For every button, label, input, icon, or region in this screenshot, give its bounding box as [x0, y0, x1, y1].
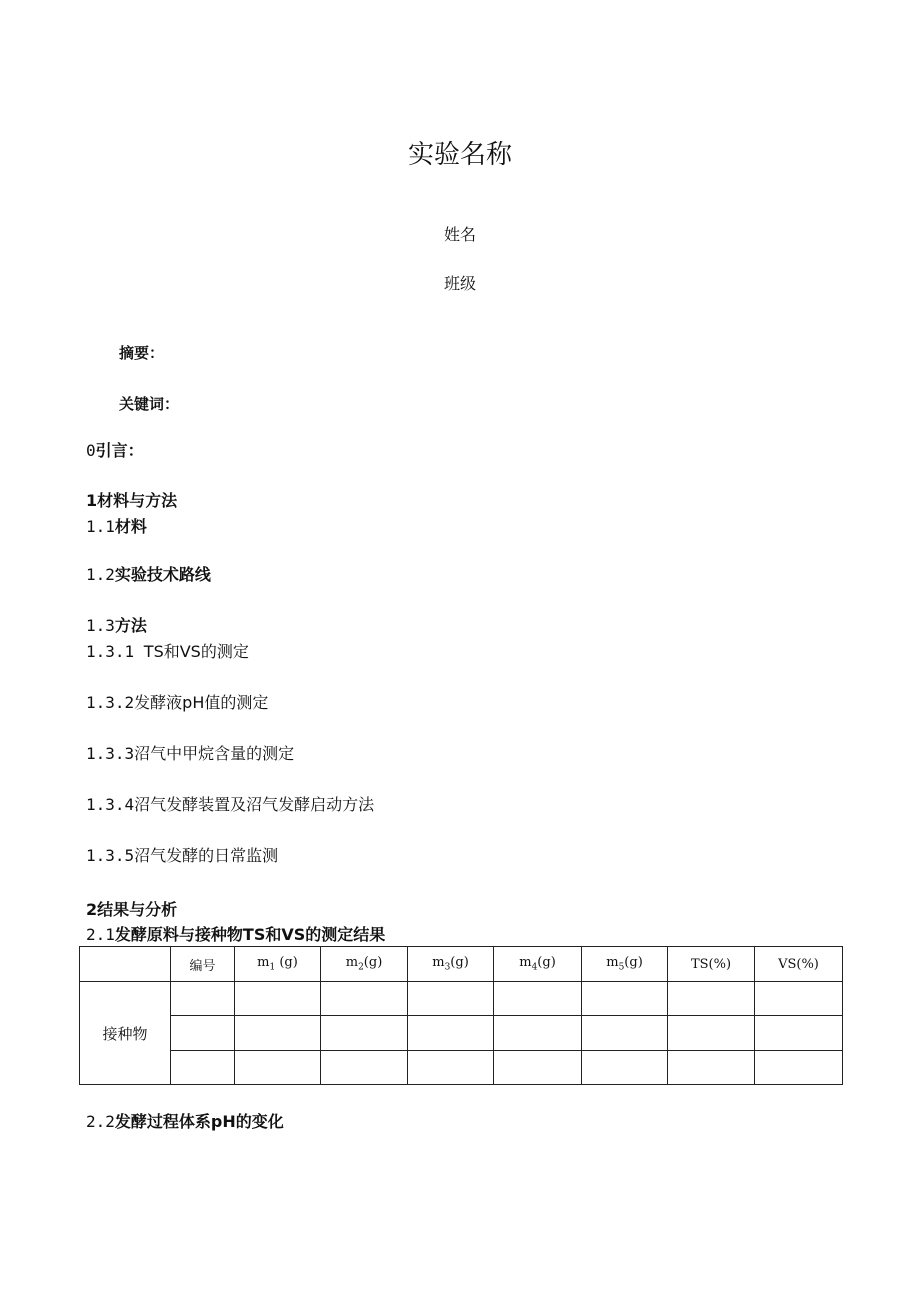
author-class: 班级: [443, 274, 476, 293]
section-2-1-heading: [86, 924, 385, 946]
table-cell: [755, 982, 843, 1016]
header-m3: $m_3(g)$: [408, 947, 494, 982]
section-title: 方法: [114, 616, 147, 635]
row-label-inoculum: 接种物: [80, 982, 171, 1085]
section-2-heading: [86, 899, 177, 921]
table-row: [80, 982, 843, 1016]
section-title: 发酵过程体系pH的变化: [114, 1112, 284, 1131]
section-0-heading: [86, 440, 144, 462]
table-cell: [494, 1016, 582, 1050]
author-name: 姓名: [443, 225, 476, 244]
table-cell: [582, 1016, 668, 1050]
table-cell: [755, 1016, 843, 1050]
section-number: 1: [86, 491, 98, 510]
table-cell: [408, 1016, 494, 1050]
section-number: 0: [86, 441, 96, 460]
section-number: 1.3.3: [86, 744, 135, 763]
section-1-3-heading: [86, 615, 147, 637]
section-title: 实验技术路线: [114, 565, 211, 584]
table-cell: [235, 1050, 321, 1084]
header-id: 编号: [171, 947, 235, 982]
table-cell: [668, 982, 755, 1016]
section-number: 2: [86, 900, 98, 919]
table-cell: [171, 1050, 235, 1084]
table-row: [80, 1016, 843, 1050]
table-cell: [668, 1050, 755, 1084]
table-cell: [582, 1050, 668, 1084]
section-1-3-4-heading: [86, 794, 374, 816]
table-cell: [408, 982, 494, 1016]
section-number: 2.1: [86, 925, 115, 944]
header-blank-cell: [80, 947, 171, 982]
table-cell: [494, 1050, 582, 1084]
section-title: 材料与方法: [97, 491, 178, 510]
header-ts: TS(%): [668, 947, 755, 982]
table-cell: [171, 1016, 235, 1050]
section-number: 1.3.1: [86, 642, 144, 661]
table-row: [80, 1050, 843, 1084]
table-cell: [235, 1016, 321, 1050]
table-header-row: [80, 947, 843, 982]
table-cell: [668, 1016, 755, 1050]
header-m4: $m_4(g)$: [494, 947, 582, 982]
section-2-2-heading: [86, 1111, 284, 1133]
table-cell: [408, 1050, 494, 1084]
section-number: 1.3.4: [86, 795, 135, 814]
section-title: 引言：: [95, 441, 144, 460]
table-cell: [321, 1050, 408, 1084]
section-number: 1.2: [86, 565, 115, 584]
header-m5: $m_5(g)$: [582, 947, 668, 982]
section-1-3-5-heading: [86, 845, 278, 867]
table-cell: [321, 982, 408, 1016]
table-cell: [582, 982, 668, 1016]
section-title: 沼气发酵的日常监测: [134, 846, 279, 865]
section-number: 2.2: [86, 1112, 115, 1131]
section-title: TS和VS的测定: [143, 642, 249, 661]
table-cell: [171, 982, 235, 1016]
section-1-2-heading: [86, 564, 211, 586]
section-1-3-3-heading: [86, 743, 294, 765]
header-m2: $m_2(g)$: [321, 947, 408, 982]
section-number: 1.3.2: [86, 693, 135, 712]
keywords-label: 关键词：: [119, 395, 180, 413]
abstract-label: 摘要：: [119, 344, 165, 362]
section-1-3-1-heading: [86, 641, 249, 663]
section-title: 结果与分析: [97, 900, 178, 919]
section-title: 沼气中甲烷含量的测定: [134, 744, 295, 763]
section-1-1-heading: [86, 516, 147, 538]
section-number: 1.3: [86, 616, 115, 635]
section-title: 材料: [114, 517, 147, 536]
section-title: 发酵原料与接种物TS和VS的测定结果: [114, 925, 386, 944]
document-title: 实验名称: [407, 140, 512, 170]
section-1-3-2-heading: [86, 692, 268, 714]
results-table: [79, 946, 843, 1085]
section-title: 发酵液pH值的测定: [134, 693, 269, 712]
header-vs: VS(%): [755, 947, 843, 982]
section-number: 1.3.5: [86, 846, 135, 865]
section-title: 沼气发酵装置及沼气发酵启动方法: [134, 795, 375, 814]
table-cell: [755, 1050, 843, 1084]
section-1-heading: [86, 490, 177, 512]
table-cell: [235, 982, 321, 1016]
section-number: 1.1: [86, 517, 115, 536]
table-cell: [494, 982, 582, 1016]
header-m1: $m_1$ (g): [235, 947, 321, 982]
table-cell: [321, 1016, 408, 1050]
